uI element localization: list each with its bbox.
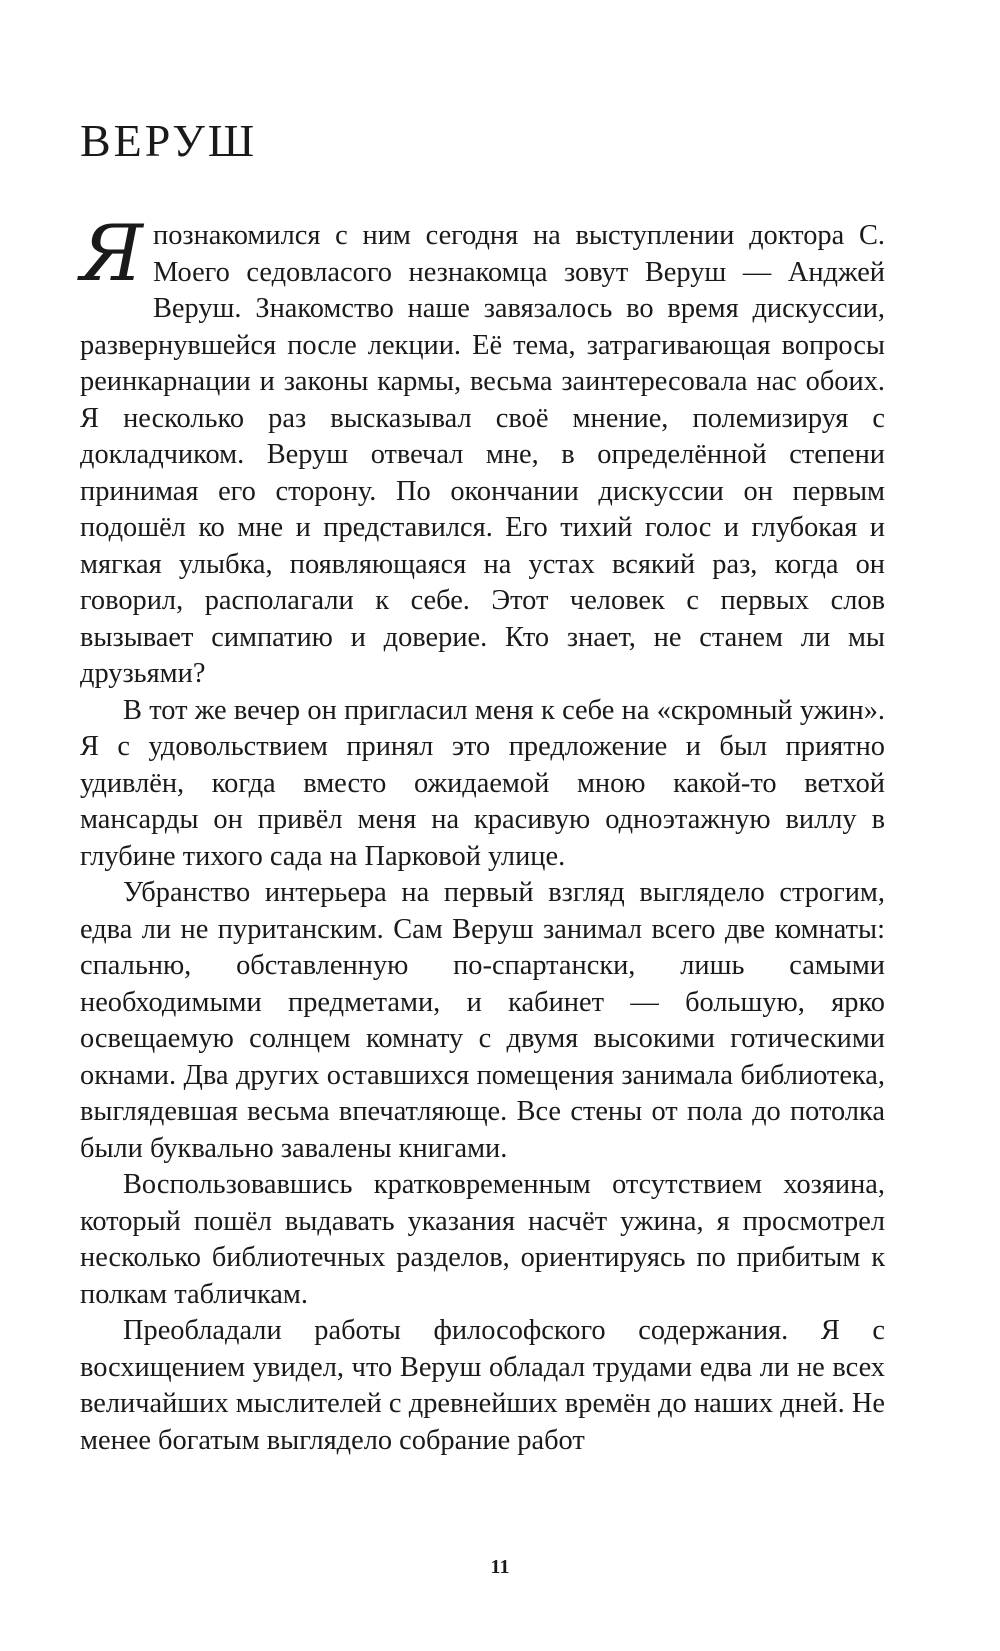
paragraph-5: Преобладали работы философского содержания. Я с восхищением увидел, что Веруш обладал трудами едва ли не всех величайших мыслителей с древнейших времён до наших дней. Не менее богатым выглядело собрание работ — [80, 1315, 885, 1456]
chapter-title: ВЕРУШ — [80, 115, 258, 166]
paragraph-3: Убранство интерьера на первый взгляд выглядело строгим, едва ли не пуританским. Сам Веруш занимал всего две комнаты: спальню, обставленную по-спартански, лишь самыми необходимыми предметами, и кабинет — большую, ярко освещаемую солнцем комнату с двумя высокими готическими окнами. Два других оставшихся помещения занимала библиотека, выглядевшая весьма впечатляюще. Все стены от пола до потолка были буквально завалены книгами. — [80, 877, 885, 1164]
paragraph-2: В тот же вечер он пригласил меня к себе на «скромный ужин». Я с удовольствием принял это предложение и был приятно удивлён, когда вместо ожидаемой мною какой-то ветхой мансарды он привёл меня на красивую одноэтажную виллу в глубине тихого сада на Парковой улице. — [80, 694, 885, 872]
paragraph-1-text: познакомился с ним сегодня на выступлении доктора С. Моего седовласого незнакомца зовут Веруш — Анджей Веруш. Знакомство наше завязалось во время дискуссии, развернувшейся после лекции. Её тема, затрагивающая вопросы реинкарнации и законы кармы, весьма заинтересовала нас обоих. Я несколько раз высказывал своё мнение, полемизируя с докладчиком. Веруш отвечал мне, в определённой степени принимая его сторону. По окончании дискуссии он первым подошёл ко мне и представился. Его тихий голос и глубокая и мягкая улыбка, появляющаяся на устах всякий раз, когда он говорил, располагали к себе. Этот человек с первых слов вызывает симпатию и доверие. Кто знает, не станем ли мы друзьями? — [80, 220, 885, 689]
page-number: 11 — [490, 1556, 510, 1578]
paragraph-4: Воспользовавшись кратковременным отсутствием хозяина, который пошёл выдавать указания насчёт ужина, я просмотрел несколько библиотечных разделов, ориентируясь по прибитым к полкам табличкам. — [80, 1169, 885, 1310]
drop-cap-letter: Я — [80, 209, 141, 299]
paragraph-1 — [80, 209, 885, 693]
body-text — [80, 209, 885, 1459]
